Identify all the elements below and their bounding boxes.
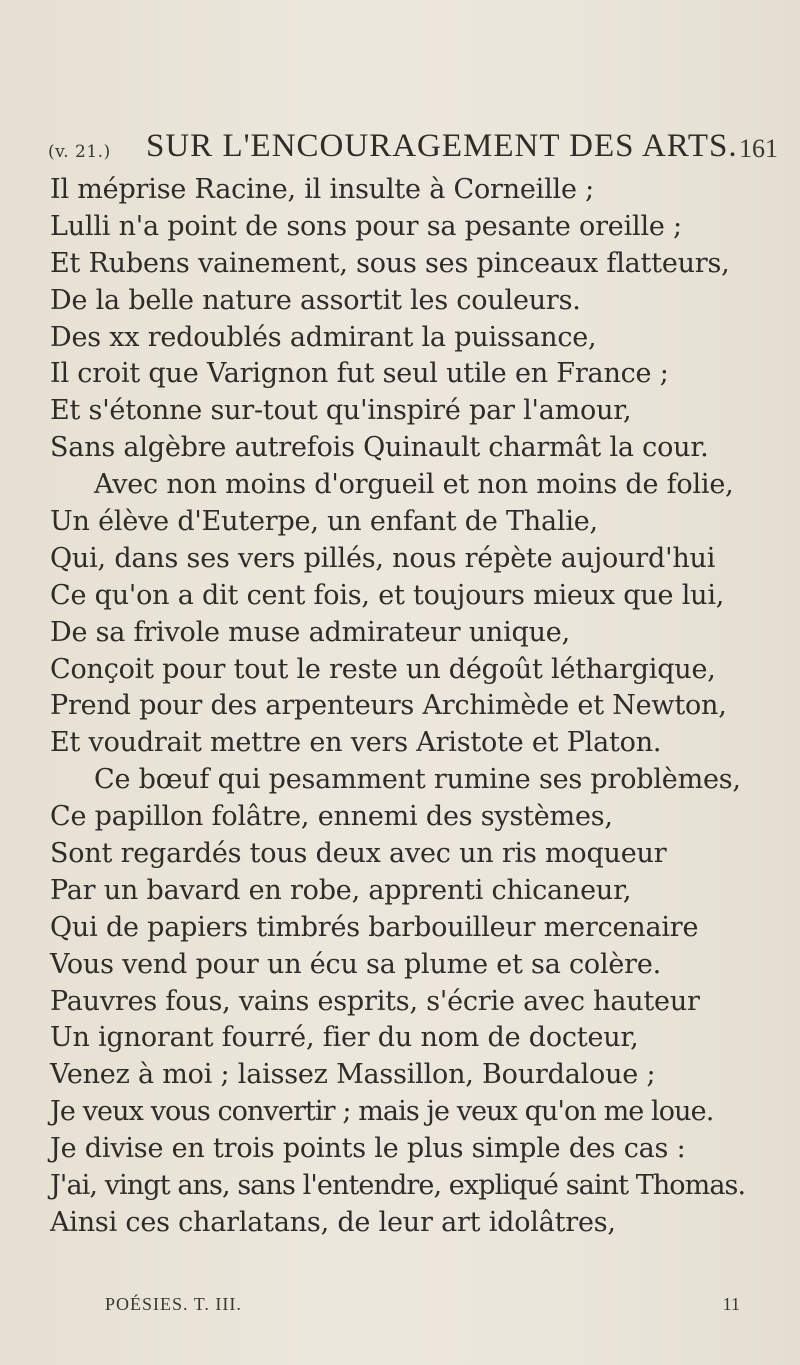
poem-line: Sans algèbre autrefois Quinault charmât la cour. (50, 432, 709, 464)
poem-line: Un ignorant fourré, fier du nom de docteur, (50, 1022, 639, 1054)
poem-line: De sa frivole muse admirateur unique, (50, 616, 570, 648)
poem-line: De la belle nature assortit les couleurs. (50, 284, 581, 316)
poem-line: Par un bavard en robe, apprenti chicaneur, (50, 874, 632, 906)
poem-line: Conçoit pour tout le reste un dégoût léthargique, (50, 653, 716, 685)
poem-line: Et s'étonne sur-tout qu'inspiré par l'amour, (50, 395, 632, 427)
poem-line: Des xx redoublés admirant la puissance, (50, 321, 597, 353)
poem-line: Venez à moi ; laissez Massillon, Bourdaloue ; (50, 1059, 656, 1091)
poem-line: Il croit que Varignon fut seul utile en France ; (50, 358, 669, 390)
poem-line: Et Rubens vainement, sous ses pinceaux flatteurs, (50, 247, 730, 279)
poem-line: Il méprise Racine, il insulte à Corneille ; (50, 174, 595, 205)
volume-signature: POÉSIES. T. III. (105, 1294, 242, 1314)
page-number: 161 (739, 134, 778, 163)
poem-line: Qui, dans ses vers pillés, nous répète aujourd'hui (50, 542, 716, 574)
poem-line: J'ai, vingt ans, sans l'entendre, expliqué saint Thomas. (50, 1170, 746, 1202)
poem-line: Ainsi ces charlatans, de leur art idolâtres, (50, 1206, 616, 1238)
page-header (48, 128, 778, 168)
poem-text (50, 172, 780, 1242)
verse-reference: (v. 21.) (48, 142, 111, 162)
poem-line: Prend pour des arpenteurs Archimède et Newton, (50, 690, 727, 722)
poem-line: Pauvres fous, vains esprits, s'écrie avec hauteur (50, 985, 700, 1017)
poem-line: Ce bœuf qui pesamment rumine ses problèmes, (94, 764, 741, 796)
sheet-signature: 11 (722, 1294, 740, 1314)
poem-line: Ce papillon folâtre, ennemi des systèmes, (50, 801, 613, 833)
poem-line: Lulli n'a point de sons pour sa pesante oreille ; (50, 210, 682, 242)
poem-line: Avec non moins d'orgueil et non moins de folie, (94, 469, 734, 501)
poem-line: Et voudrait mettre en vers Aristote et Platon. (50, 727, 662, 759)
page-footer (105, 1294, 740, 1324)
poem-line: Je divise en trois points le plus simple des cas : (50, 1133, 686, 1165)
poem-line: Je veux vous convertir ; mais je veux qu'on me loue. (50, 1096, 714, 1128)
poem-line: Sont regardés tous deux avec un ris moqueur (50, 838, 667, 870)
poem-line: Vous vend pour un écu sa plume et sa colère. (50, 948, 662, 980)
poem-line: Un élève d'Euterpe, un enfant de Thalie, (50, 506, 598, 538)
running-title: SUR L'ENCOURAGEMENT DES ARTS. (146, 128, 738, 164)
poem-line: Ce qu'on a dit cent fois, et toujours mieux que lui, (50, 579, 725, 611)
poem-line: Qui de papiers timbrés barbouilleur mercenaire (50, 911, 699, 943)
